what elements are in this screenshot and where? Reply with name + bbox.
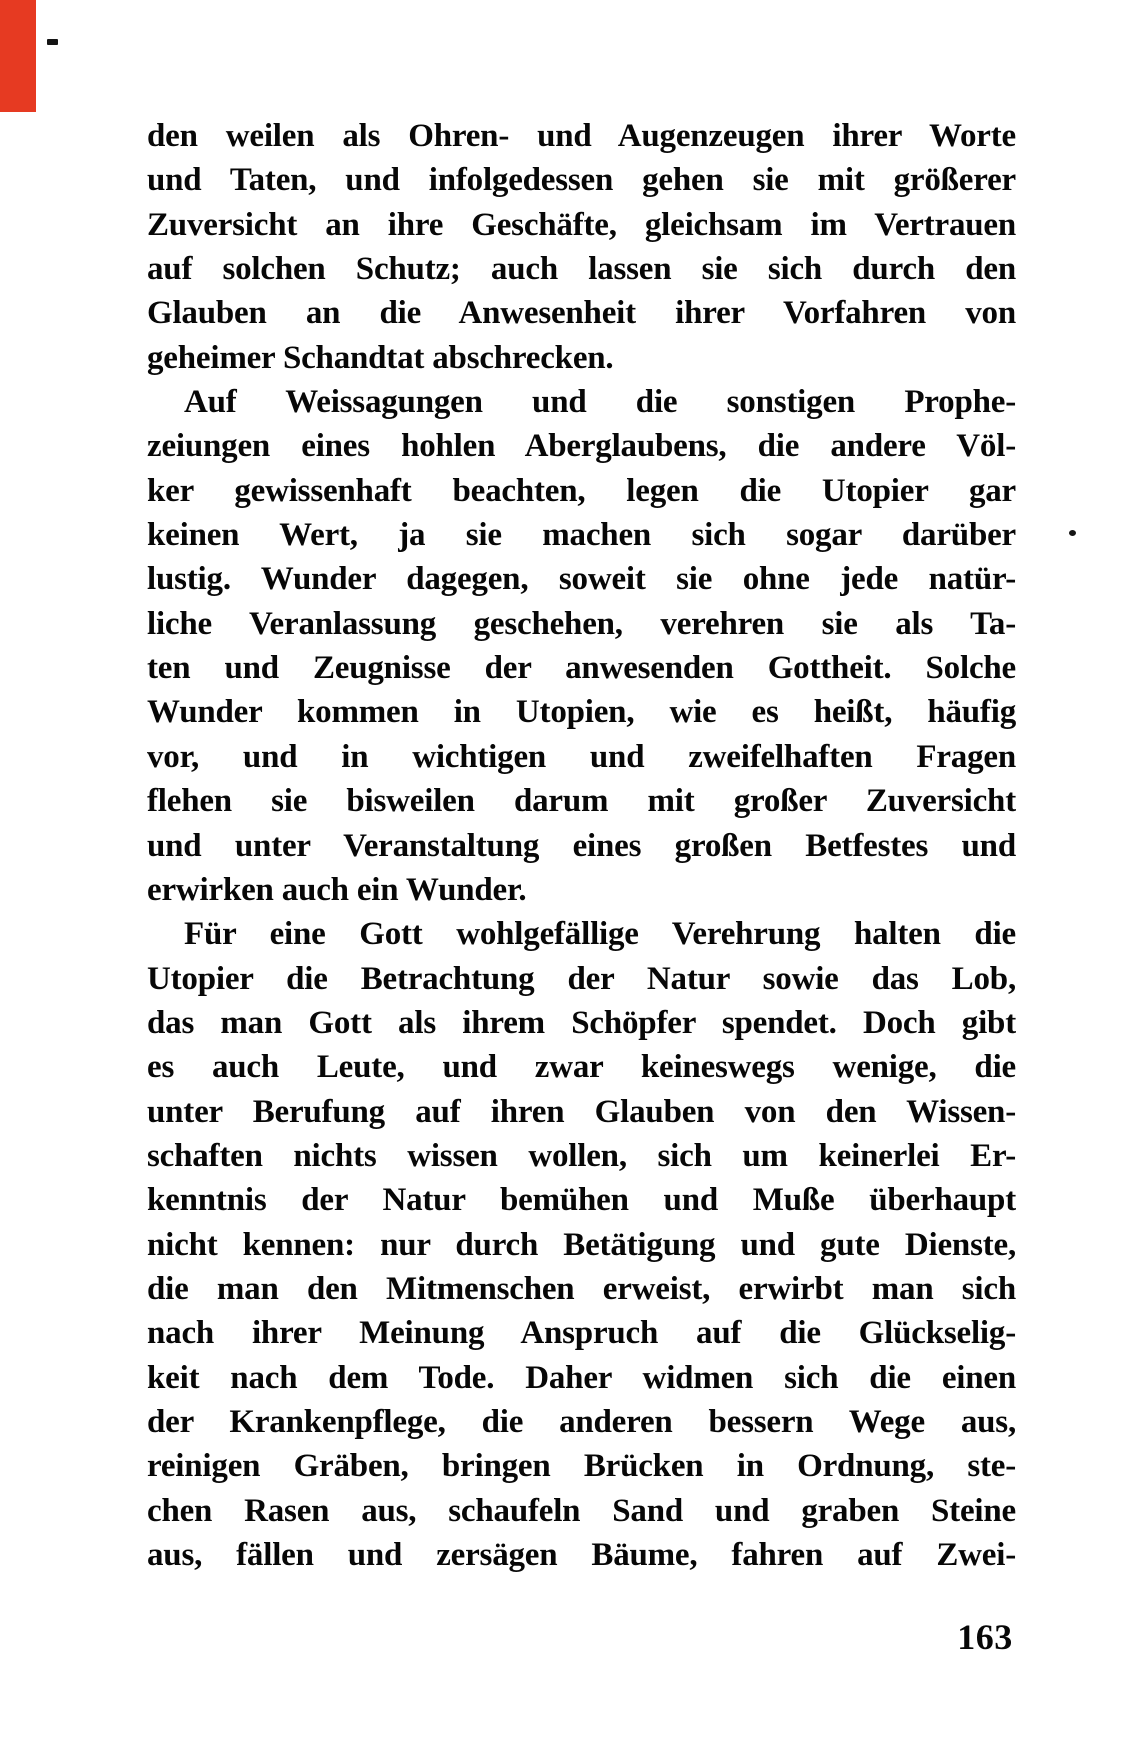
text-line: auf solchen Schutz; auch lassen sie sich durch den [147, 251, 1016, 288]
text-line: flehen sie bisweilen darum mit großer Zuversicht [147, 783, 1016, 820]
text-line: lustig. Wunder dagegen, soweit sie ohne jede natür- [147, 561, 1016, 598]
text-line: keit nach dem Tode. Daher widmen sich die einen [147, 1359, 1016, 1396]
text-line: nicht kennen: nur durch Betätigung und gute Dienste, [147, 1226, 1016, 1263]
text-line: ten und Zeugnisse der anwesenden Gottheit. Solche [147, 650, 1016, 687]
text-line: liche Veranlassung geschehen, verehren sie als Ta- [147, 605, 1016, 642]
text-line: geheimer Schandtat abschrecken. [147, 339, 614, 376]
text-line: unter Berufung auf ihren Glauben von den Wissen- [147, 1093, 1016, 1130]
text-line: den weilen als Ohren- und Augenzeugen ihrer Worte [147, 118, 1016, 154]
text-line: Für eine Gott wohlgefällige Verehrung halten die [184, 916, 1016, 953]
text-line: Wunder kommen in Utopien, wie es heißt, häufig [147, 694, 1016, 731]
text-line: das man Gott als ihrem Schöpfer spendet. Doch gibt [147, 1004, 1016, 1041]
text-line: und unter Veranstaltung eines großen Betfestes und [147, 827, 1016, 864]
text-line: keinen Wert, ja sie machen sich sogar darüber [147, 517, 1016, 554]
text-line: erwirken auch ein Wunder. [147, 871, 527, 908]
paragraph [147, 114, 1016, 380]
text-line: Utopier die Betrachtung der Natur sowie das Lob, [147, 960, 1016, 997]
text-line: aus, fällen und zersägen Bäume, fahren auf Zwei- [147, 1537, 1016, 1573]
text-block [147, 114, 1016, 1577]
text-line: nach ihrer Meinung Anspruch auf die Glückselig- [147, 1315, 1016, 1352]
text-line: vor, und in wichtigen und zweifelhaften Fragen [147, 738, 1016, 775]
text-line: Auf Weissagungen und die sonstigen Prophe- [184, 384, 1016, 421]
text-line: kenntnis der Natur bemühen und Muße überhaupt [147, 1182, 1016, 1219]
text-line: Glauben an die Anwesenheit ihrer Vorfahren von [147, 295, 1016, 332]
red-margin-mark [0, 0, 36, 112]
text-line: die man den Mitmenschen erweist, erwirbt man sich [147, 1270, 1016, 1307]
page-number: 163 [957, 1617, 1013, 1657]
paragraph [147, 912, 1016, 1577]
text-line: und Taten, und infolgedessen gehen sie mit größerer [147, 162, 1016, 199]
text-line: es auch Leute, und zwar keineswegs wenige, die [147, 1049, 1016, 1086]
text-line: chen Rasen aus, schaufeln Sand und graben Steine [147, 1492, 1016, 1529]
text-line: reinigen Gräben, bringen Brücken in Ordnung, ste- [147, 1448, 1016, 1485]
text-line: schaften nichts wissen wollen, sich um keinerlei Er- [147, 1137, 1016, 1174]
scan-speck-dash [47, 39, 58, 45]
paragraph [147, 380, 1016, 912]
text-line: der Krankenpflege, die anderen bessern Wege aus, [147, 1403, 1016, 1440]
text-line: Zuversicht an ihre Geschäfte, gleichsam im Vertrauen [147, 206, 1016, 243]
text-line: ker gewissenhaft beachten, legen die Utopier gar [147, 472, 1016, 509]
scan-speck-dot [1069, 530, 1076, 536]
text-line: zeiungen eines hohlen Aberglaubens, die andere Völ- [147, 428, 1016, 465]
